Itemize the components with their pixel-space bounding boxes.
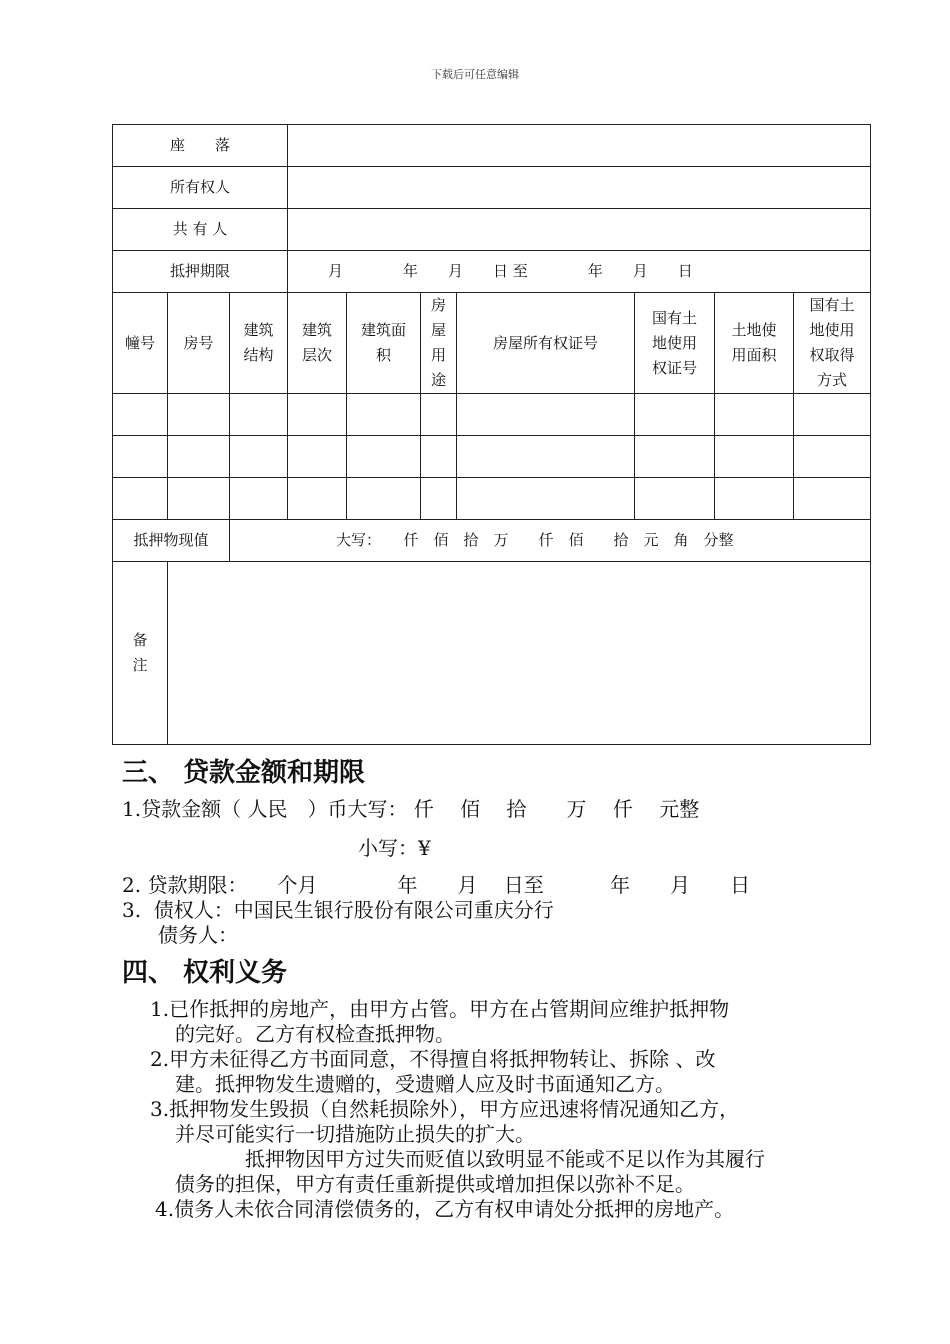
term-label: 抵押期限 [113,251,288,293]
loan-amount-small-line: 小写：¥ [358,836,431,860]
loan-amount-line: 1.贷款金额（ 人民 ）币大写： 仟 佰 拾 万 仟 元整 [122,797,700,821]
col-land-area: 土地使用面积 [715,293,794,394]
table-row [113,394,871,436]
co-owner-value[interactable] [288,209,871,251]
remark-row [113,562,871,745]
value-label: 抵押物现值 [113,520,230,562]
loan-term-line: 2. 贷款期限： 个月 年 月 日至 年 月 日 [122,873,751,897]
co-owner-label: 共 有 人 [113,209,288,251]
owner-row [113,167,871,209]
mortgage-property-table [112,124,871,745]
rights-item: 3.抵押物发生毁损（自然耗损除外），甲方应迅速将情况通知乙方， [150,1097,740,1121]
column-header-row [113,293,871,394]
rights-item: 4.债务人未依合同清偿债务的，乙方有权申请处分抵押的房地产。 [155,1197,735,1221]
col-floor: 建筑层次 [288,293,347,394]
location-row [113,125,871,167]
col-building-no: 幢号 [113,293,168,394]
debtor-line: 债务人： [158,923,238,947]
col-area: 建筑面积 [347,293,421,394]
rights-item: 并尽可能实行一切措施防止损失的扩大。 [175,1122,535,1146]
value-amount: 大写： 仟 佰 拾 万 仟 佰 拾 元 角 分整 [230,520,871,562]
rights-item: 建。抵押物发生遗赠的，受遗赠人应及时书面通知乙方。 [175,1072,675,1096]
owner-label: 所有权人 [113,167,288,209]
col-room-no: 房号 [168,293,230,394]
table-row [113,436,871,478]
remark-label: 备注 [113,562,168,745]
term-row [113,251,871,293]
table-row [113,478,871,520]
col-structure: 建筑结构 [230,293,288,394]
creditor-line: 3. 债权人：中国民生银行股份有限公司重庆分行 [122,898,554,922]
owner-value[interactable] [288,167,871,209]
rights-item: 1.已作抵押的房地产，由甲方占管。甲方在占管期间应维护抵押物 [150,997,730,1021]
rights-item: 的完好。乙方有权检查抵押物。 [175,1022,455,1046]
remark-value[interactable] [168,562,871,745]
rights-item: 2.甲方未征得乙方书面同意，不得擅自将抵押物转让、拆除 、改 [150,1047,716,1071]
section4-title: 四、 权利义务 [122,958,288,988]
col-house-cert: 房屋所有权证号 [457,293,635,394]
header-note: 下载后可任意编辑 [431,68,519,81]
co-owner-row [113,209,871,251]
col-usage: 房屋用途 [421,293,457,394]
col-land-cert: 国有土地使用权证号 [635,293,715,394]
value-row [113,520,871,562]
location-value[interactable] [288,125,871,167]
rights-item: 债务的担保，甲方有责任重新提供或增加担保以弥补不足。 [175,1172,695,1196]
section3-title: 三、 贷款金额和期限 [122,758,366,788]
term-value: 月 年 月 日 至 年 月 日 [288,251,871,293]
rights-item: 抵押物因甲方过失而贬值以致明显不能或不足以作为其履行 [245,1147,765,1171]
location-label: 座 落 [113,125,288,167]
col-land-method: 国有土地使用权取得方式 [794,293,871,394]
